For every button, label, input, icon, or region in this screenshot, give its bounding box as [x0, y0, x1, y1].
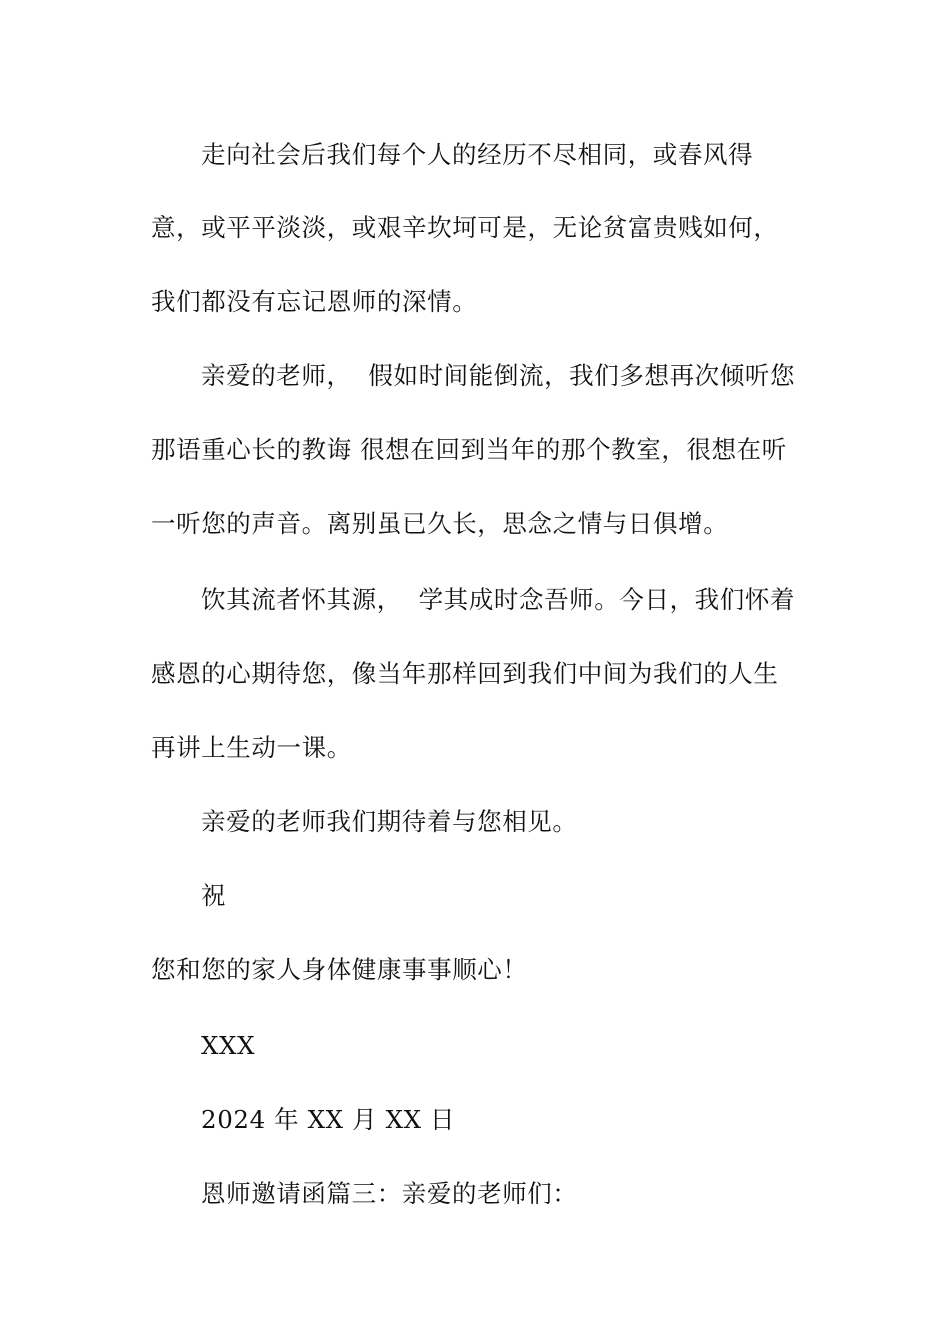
paragraph-3-line-1: 饮其流者怀其源， 学其成时念吾师。今日，我们怀着 [201, 585, 796, 614]
signature: XXX [201, 1031, 256, 1060]
paragraph-2-line-3: 一听您的声音。离别虽已久长，思念之情与日俱增。 [151, 509, 729, 538]
paragraph-2-line-1: 亲爱的老师， 假如时间能倒流，我们多想再次倾听您 [201, 361, 796, 390]
salutation-zhu: 祝 [201, 881, 227, 910]
date: 2024 年 XX 月 XX 日 [201, 1105, 456, 1134]
section-heading: 恩师邀请函篇三：亲爱的老师们： [201, 1179, 578, 1208]
paragraph-2-line-2: 那语重心长的教诲 很想在回到当年的那个教室，很想在听 [151, 435, 787, 464]
paragraph-1-line-1: 走向社会后我们每个人的经历不尽相同，或春风得 [201, 140, 754, 169]
paragraph-3-line-2: 感恩的心期待您，像当年那样回到我们中间为我们的人生 [151, 659, 779, 688]
blessing-line: 您和您的家人身体健康事事顺心！ [151, 955, 528, 984]
closing-line: 亲爱的老师我们期待着与您相见。 [201, 807, 578, 836]
paragraph-1-line-3: 我们都没有忘记恩师的深情。 [151, 287, 478, 316]
paragraph-1-line-2: 意，或平平淡淡，或艰辛坎坷可是，无论贫富贵贱如何， [151, 213, 779, 242]
paragraph-3-line-3: 再讲上生动一课。 [151, 733, 352, 762]
